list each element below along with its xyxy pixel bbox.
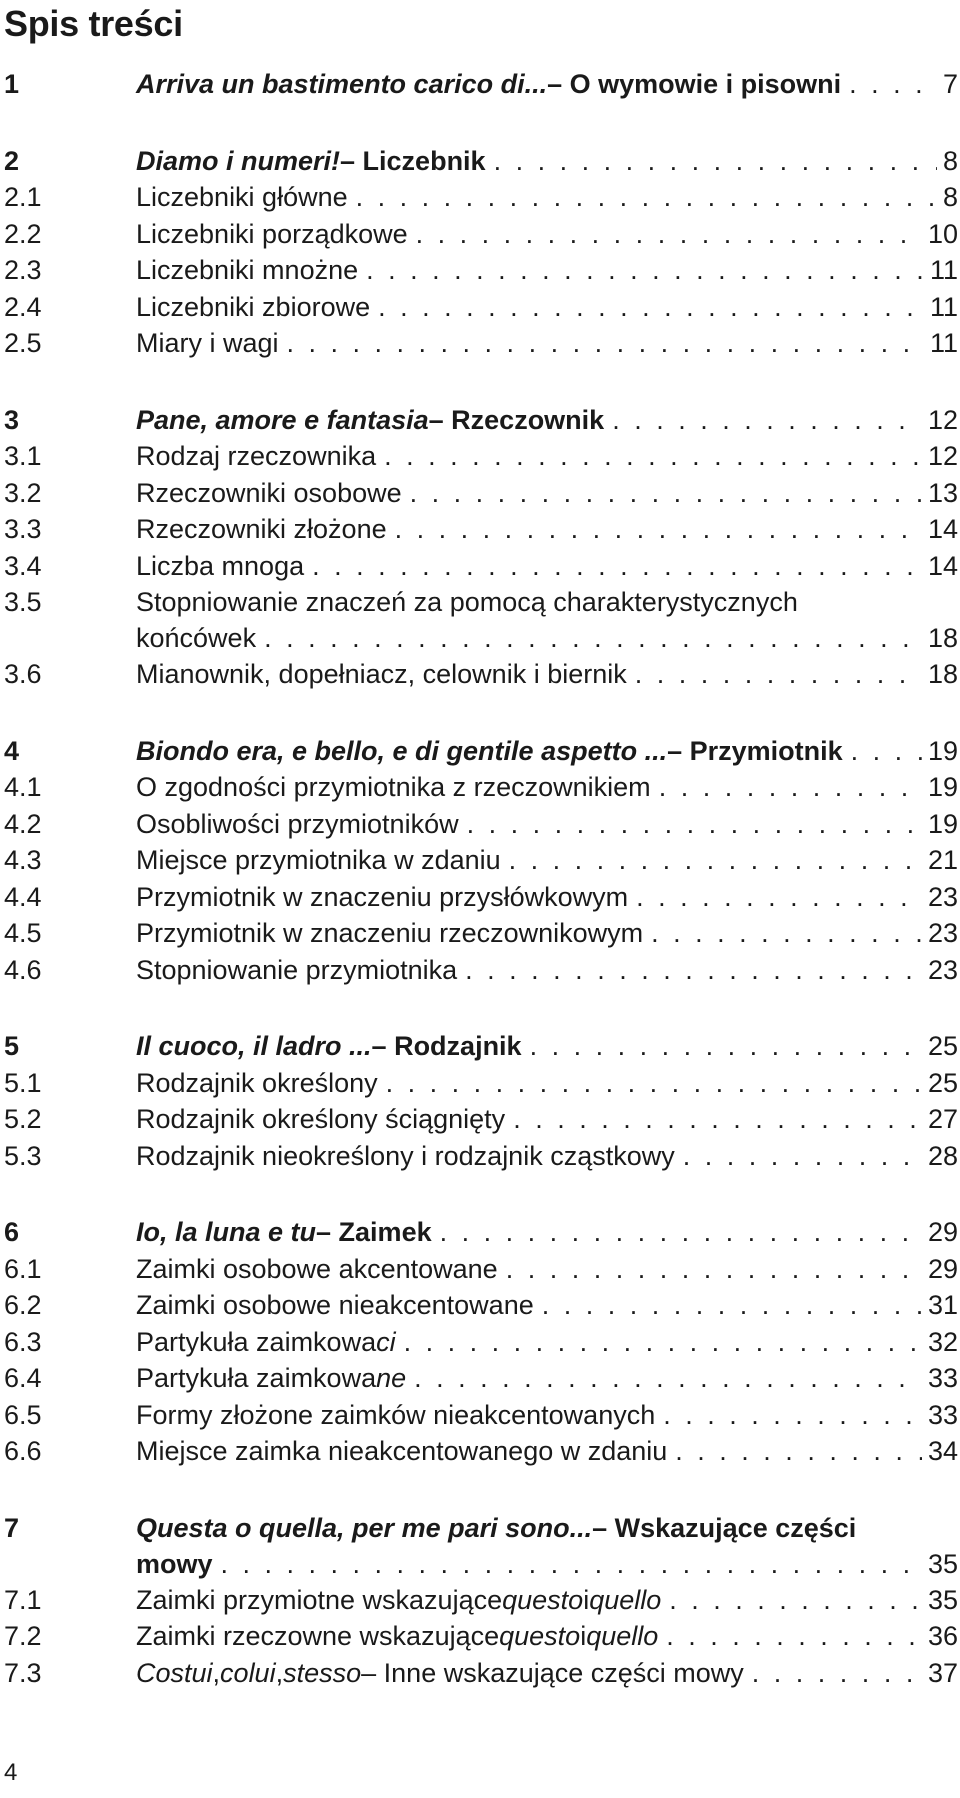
entry-number: 4 <box>4 735 20 766</box>
entry-number: 7.3 <box>4 1657 42 1688</box>
entry-number: 6.5 <box>4 1399 42 1430</box>
entry-title <box>136 1251 958 1287</box>
entry-title <box>136 438 958 474</box>
entry-title-part: questo <box>499 1621 581 1651</box>
entry-title-part: Rzeczowniki osobowe <box>136 477 402 508</box>
entry-page-number: 19 <box>927 772 958 802</box>
toc-section-entry[interactable] <box>4 1138 958 1175</box>
dot-leader <box>459 806 922 842</box>
entry-title <box>136 1324 958 1360</box>
entry-title-part: Rodzajnik nieokreślony i rodzajnik cząstkowy <box>136 1140 675 1171</box>
entry-title-part: Zaimki osobowe nieakcentowane <box>136 1290 534 1320</box>
entry-page-number: 34 <box>927 1436 958 1466</box>
entry-title-part: Zaimki rzeczowne wskazujące <box>136 1621 500 1651</box>
toc-section-entry[interactable] <box>4 548 958 585</box>
section-gap <box>4 1174 958 1214</box>
entry-title <box>136 879 958 915</box>
entry-title-part: – O wymowie i pisowni <box>547 69 842 99</box>
entry-title-part: Rodzajnik określony <box>136 1067 378 1098</box>
entry-title-part: Rzeczowniki złożone <box>136 514 387 544</box>
entry-page-number: 18 <box>927 659 958 689</box>
entry-title-part: Przymiotnik w znaczeniu przysłówkowym <box>136 881 629 912</box>
entry-page-number: 35 <box>927 1584 958 1615</box>
entry-title <box>136 252 958 288</box>
entry-title <box>136 1360 958 1396</box>
dot-leader <box>675 1138 922 1174</box>
table-of-contents <box>4 66 958 1691</box>
entry-number: 6 <box>4 1217 20 1247</box>
entry-title-part: Zaimki osobowe akcentowane <box>136 1253 498 1284</box>
dot-leader <box>432 1214 922 1250</box>
entry-number: 5 <box>4 1031 20 1061</box>
toc-section-entry[interactable] <box>4 1433 958 1470</box>
toc-section-entry[interactable] <box>4 1582 958 1619</box>
dot-leader <box>604 402 922 438</box>
entry-number: 6.3 <box>4 1326 42 1357</box>
entry-title-part: Formy złożone zaimków nieakcentowanych <box>136 1399 656 1430</box>
page-title: Spis treści <box>4 3 183 44</box>
entry-title <box>136 1618 958 1654</box>
entry-number: 4.6 <box>4 954 42 985</box>
dot-leader <box>406 1360 922 1396</box>
dot-leader <box>213 1546 922 1582</box>
entry-title-part: ci <box>376 1326 396 1357</box>
entry-number: 7 <box>4 1512 20 1543</box>
entry-title-part: Partykuła zaimkowa <box>136 1326 377 1357</box>
entry-title-part: Liczba mnoga <box>136 550 305 581</box>
entry-title-part: Liczebniki zbiorowe <box>136 291 371 322</box>
dot-leader <box>279 325 924 361</box>
section-gap <box>4 988 958 1028</box>
entry-title-part: końcówek <box>136 623 257 653</box>
toc-section-entry[interactable] <box>4 511 958 548</box>
entry-number: 4.3 <box>4 845 42 875</box>
toc-section-entry[interactable] <box>4 179 958 216</box>
toc-chapter-entry[interactable] <box>4 66 958 103</box>
entry-page-number: 14 <box>927 514 958 544</box>
entry-number: 2.3 <box>4 255 42 285</box>
entry-page-number: 31 <box>927 1290 958 1320</box>
toc-section-entry[interactable] <box>4 252 958 289</box>
entry-title-part: mowy <box>136 1548 213 1579</box>
entry-number: 6.6 <box>4 1436 42 1466</box>
entry-page-number: 18 <box>927 623 958 653</box>
entry-title-part: Miejsce zaimka nieakcentowanego w zdaniu <box>136 1436 668 1466</box>
entry-page-number: 25 <box>927 1031 958 1061</box>
dot-leader <box>486 143 937 179</box>
toc-section-entry[interactable] <box>4 769 958 806</box>
entry-title-part: – Wskazujące części <box>592 1512 857 1543</box>
entry-title-part: ne <box>376 1363 407 1393</box>
toc-section-entry[interactable] <box>4 1655 958 1692</box>
dot-leader <box>358 252 924 288</box>
entry-number: 2 <box>4 145 20 176</box>
entry-number: 6.4 <box>4 1363 42 1393</box>
entry-number: 4.4 <box>4 881 42 912</box>
entry-page-number: 25 <box>927 1067 958 1098</box>
toc-section-entry[interactable] <box>4 1324 958 1361</box>
entry-number: 2.2 <box>4 218 42 249</box>
entry-number: 7.1 <box>4 1584 42 1615</box>
entry-number: 3.2 <box>4 477 42 508</box>
entry-page-number: 10 <box>927 218 958 249</box>
entry-title-part: – Liczebnik <box>340 145 486 176</box>
dot-leader <box>534 1287 922 1323</box>
entry-title <box>136 475 958 511</box>
entry-title-part: colui <box>220 1657 276 1688</box>
entry-title-part: Rodzaj rzeczownika <box>136 441 377 471</box>
entry-title-part: Liczebniki porządkowe <box>136 218 408 249</box>
entry-title <box>136 511 958 547</box>
dot-leader <box>841 66 937 102</box>
entry-title-line <box>136 1546 958 1582</box>
dot-leader <box>304 548 922 584</box>
entry-title <box>136 548 958 584</box>
entry-title-part: quello <box>589 1584 662 1615</box>
entry-title <box>136 1433 958 1469</box>
entry-title-part: Rodzajnik określony ściągnięty <box>136 1104 506 1134</box>
entry-page-number: 12 <box>927 441 958 471</box>
toc-section-entry[interactable] <box>4 1251 958 1288</box>
entry-title-part: Io, la luna e tu <box>136 1217 317 1247</box>
dot-leader <box>661 1582 922 1618</box>
entry-title-part: – Zaimek <box>316 1217 432 1247</box>
entry-title <box>136 842 958 878</box>
toc-section-entry[interactable] <box>4 1287 958 1324</box>
entry-title <box>136 733 958 769</box>
toc-chapter-entry[interactable] <box>4 1214 958 1251</box>
entry-title <box>136 1655 958 1691</box>
entry-title <box>136 402 958 438</box>
dot-leader <box>348 179 937 215</box>
entry-title-part: Arriva un bastimento carico di... <box>136 69 548 99</box>
entry-number: 2.4 <box>4 291 42 322</box>
entry-title-part: – Inne wskazujące części mowy <box>361 1657 744 1688</box>
entry-number: 3.5 <box>4 587 42 617</box>
entry-title-part: stesso <box>283 1657 362 1688</box>
entry-page-number: 21 <box>927 845 958 875</box>
entry-title <box>136 216 958 252</box>
dot-leader <box>651 769 922 805</box>
dot-leader <box>256 620 922 656</box>
toc-chapter-entry[interactable] <box>4 1028 958 1065</box>
entry-title-part: Zaimki przymiotne wskazujące <box>136 1584 503 1615</box>
entry-number: 3 <box>4 404 20 435</box>
entry-page-number: 23 <box>927 881 958 912</box>
entry-number: 7.2 <box>4 1621 42 1651</box>
entry-page-number: 7 <box>942 69 958 99</box>
entry-title <box>136 1065 958 1101</box>
entry-title <box>136 806 958 842</box>
entry-title-line <box>136 620 958 656</box>
toc-chapter-entry[interactable] <box>4 143 958 180</box>
entry-number: 3.3 <box>4 514 42 544</box>
entry-title <box>136 1028 958 1064</box>
dot-leader <box>744 1655 922 1691</box>
dot-leader <box>505 1101 922 1137</box>
entry-page-number: 11 <box>929 328 958 358</box>
entry-page-number: 19 <box>927 735 958 766</box>
entry-title-part: Stopniowanie znaczeń za pomocą charakterystycznych <box>136 587 798 617</box>
entry-title <box>136 289 958 325</box>
entry-number: 5.3 <box>4 1140 42 1171</box>
entry-number: 1 <box>4 69 20 99</box>
entry-number: 3.4 <box>4 550 42 581</box>
entry-page-number: 8 <box>942 182 958 212</box>
entry-page-number: 29 <box>927 1217 958 1247</box>
entry-title-part: questo <box>502 1584 584 1615</box>
dot-leader <box>402 475 922 511</box>
page-number: 4 <box>4 1759 18 1786</box>
dot-leader <box>376 438 922 474</box>
dot-leader <box>387 511 922 547</box>
entry-page-number: 13 <box>927 477 958 508</box>
entry-title-part: , <box>212 1657 221 1688</box>
entry-number: 4.1 <box>4 772 42 802</box>
entry-title-part: – Przymiotnik <box>667 735 843 766</box>
entry-page-number: 27 <box>927 1104 958 1134</box>
entry-title-line <box>136 584 958 620</box>
toc-section-entry[interactable] <box>4 216 958 253</box>
entry-title-part: O zgodności przymiotnika z rzeczownikiem <box>136 772 651 802</box>
entry-number: 4.5 <box>4 918 42 948</box>
entry-page-number: 8 <box>942 145 958 176</box>
section-gap <box>4 103 958 143</box>
entry-title-part: Osobliwości przymiotników <box>136 808 459 839</box>
entry-title <box>136 1138 958 1174</box>
entry-page-number: 12 <box>927 404 958 435</box>
entry-title-part: Biondo era, e bello, e di gentile aspetto ... <box>136 735 668 766</box>
toc-section-entry[interactable] <box>4 806 958 843</box>
toc-section-entry[interactable] <box>4 656 958 693</box>
entry-title-part: i <box>583 1584 590 1615</box>
entry-title-part: Liczebniki główne <box>136 182 348 212</box>
entry-title <box>136 915 958 951</box>
dot-leader <box>667 1433 922 1469</box>
dot-leader <box>408 216 922 252</box>
toc-section-entry[interactable] <box>4 879 958 916</box>
entry-title-part: Liczebniki mnożne <box>136 255 359 285</box>
dot-leader <box>396 1324 922 1360</box>
toc-section-entry[interactable] <box>4 325 958 362</box>
toc-section-entry[interactable] <box>4 952 958 989</box>
entry-title-part: , <box>275 1657 284 1688</box>
entry-page-number: 28 <box>927 1140 958 1171</box>
entry-title-part: Pane, amore e fantasia <box>136 404 429 435</box>
entry-page-number: 33 <box>927 1399 958 1430</box>
entry-title <box>136 1582 958 1618</box>
entry-title <box>136 143 958 179</box>
entry-title-part: i <box>580 1621 587 1651</box>
entry-number: 6.1 <box>4 1253 42 1284</box>
dot-leader <box>628 879 922 915</box>
entry-page-number: 19 <box>927 808 958 839</box>
entry-number: 3.6 <box>4 659 42 689</box>
section-gap <box>4 693 958 733</box>
entry-title-part: Partykuła zaimkowa <box>136 1363 377 1393</box>
dot-leader <box>655 1397 922 1433</box>
entry-title <box>136 1397 958 1433</box>
entry-title-part: Miary i wagi <box>136 328 279 358</box>
dot-leader <box>457 952 922 988</box>
entry-page-number: 35 <box>927 1548 958 1579</box>
dot-leader <box>658 1618 922 1654</box>
entry-title <box>136 325 958 361</box>
entry-title <box>136 66 958 102</box>
toc-section-entry[interactable] <box>4 438 958 475</box>
toc-section-entry[interactable] <box>4 1618 958 1655</box>
entry-page-number: 32 <box>927 1326 958 1357</box>
entry-title-part: – Rodzajnik <box>371 1031 522 1061</box>
entry-title-part: Diamo i numeri! <box>136 145 341 176</box>
toc-chapter-entry[interactable] <box>4 733 958 770</box>
toc-chapter-entry[interactable] <box>4 402 958 439</box>
entry-title-part: Stopniowanie przymiotnika <box>136 954 458 985</box>
entry-title <box>136 656 958 692</box>
entry-title-part: Przymiotnik w znaczeniu rzeczownikowym <box>136 918 644 948</box>
entry-number: 2.1 <box>4 182 42 212</box>
entry-title <box>136 1101 958 1137</box>
entry-title <box>136 179 958 215</box>
toc-section-entry[interactable] <box>4 1397 958 1434</box>
entry-title-part: Questa o quella, per me pari sono... <box>136 1512 593 1543</box>
entry-page-number: 23 <box>927 954 958 985</box>
dot-leader <box>843 733 922 769</box>
dot-leader <box>378 1065 922 1101</box>
entry-number: 3.1 <box>4 441 42 471</box>
entry-number: 5.1 <box>4 1067 42 1098</box>
entry-title-part: quello <box>586 1621 659 1651</box>
dot-leader <box>501 842 922 878</box>
section-gap <box>4 362 958 402</box>
entry-title <box>136 584 958 656</box>
toc-section-entry[interactable] <box>4 842 958 879</box>
entry-title <box>136 769 958 805</box>
entry-number: 6.2 <box>4 1290 42 1320</box>
toc-section-entry[interactable] <box>4 1360 958 1397</box>
entry-title <box>136 1510 958 1582</box>
entry-page-number: 29 <box>927 1253 958 1284</box>
dot-leader <box>643 915 922 951</box>
toc-section-entry[interactable] <box>4 1065 958 1102</box>
toc-section-entry[interactable] <box>4 915 958 952</box>
dot-leader <box>627 656 922 692</box>
entry-number: 4.2 <box>4 808 42 839</box>
dot-leader <box>522 1028 922 1064</box>
entry-title-part: Miejsce przymiotnika w zdaniu <box>136 845 501 875</box>
toc-chapter-entry[interactable] <box>4 1510 958 1582</box>
entry-title-part: – Rzeczownik <box>428 404 605 435</box>
toc-section-entry[interactable] <box>4 1101 958 1138</box>
entry-page-number: 33 <box>927 1363 958 1393</box>
entry-title-part: Costui <box>136 1657 213 1688</box>
entry-title <box>136 1287 958 1323</box>
entry-page-number: 14 <box>927 550 958 581</box>
entry-title-part: Mianownik, dopełniacz, celownik i biernik <box>136 659 627 689</box>
entry-number: 2.5 <box>4 328 42 358</box>
entry-page-number: 23 <box>927 918 958 948</box>
dot-leader <box>370 289 924 325</box>
toc-section-entry[interactable] <box>4 584 958 656</box>
dot-leader <box>498 1251 922 1287</box>
section-gap <box>4 1470 958 1510</box>
toc-section-entry[interactable] <box>4 475 958 512</box>
entry-title-part: Il cuoco, il ladro ... <box>136 1031 372 1061</box>
entry-page-number: 37 <box>927 1657 958 1688</box>
entry-title-line <box>136 1510 958 1546</box>
entry-title <box>136 952 958 988</box>
entry-page-number: 11 <box>929 255 958 285</box>
entry-page-number: 36 <box>927 1621 958 1651</box>
entry-number: 5.2 <box>4 1104 42 1134</box>
toc-section-entry[interactable] <box>4 289 958 326</box>
entry-page-number: 11 <box>929 291 958 322</box>
entry-title <box>136 1214 958 1250</box>
